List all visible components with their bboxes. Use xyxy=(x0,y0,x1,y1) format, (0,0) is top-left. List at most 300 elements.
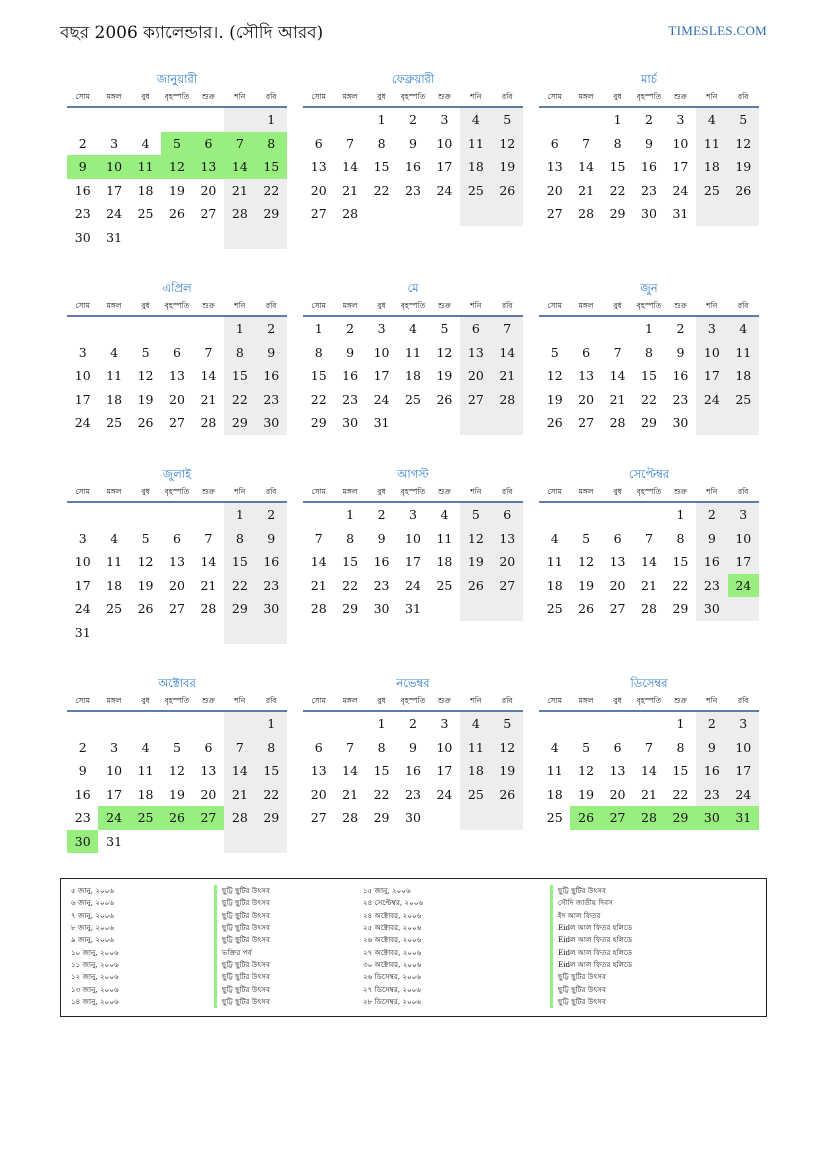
weekday-label: রবি xyxy=(266,487,277,496)
weekday-label: রবি xyxy=(738,487,749,496)
weekday-label: শনি xyxy=(234,487,246,496)
day-cell: 1 xyxy=(377,112,386,127)
day-cell: 2 xyxy=(377,507,386,522)
empty-day-cell xyxy=(334,108,365,132)
day-cell: 4 xyxy=(728,317,759,341)
day-cell: 11 xyxy=(460,736,491,760)
empty-day-cell xyxy=(98,317,129,341)
weekday-header xyxy=(303,692,523,712)
day-cell: 3 xyxy=(377,321,386,336)
month-name: অক্টোবর xyxy=(158,676,196,690)
day-cell: 9 xyxy=(346,344,355,360)
holiday-day-cell: 13 xyxy=(193,155,224,179)
empty-day-cell xyxy=(429,411,460,435)
empty-day-cell xyxy=(303,108,334,132)
holiday-day-cell: 8 xyxy=(256,132,287,156)
day-cell: 3 xyxy=(440,112,449,127)
day-cell: 29 xyxy=(256,202,287,226)
empty-day-cell xyxy=(98,712,129,736)
day-cell: 20 xyxy=(200,182,217,198)
weekday-label: বৃহস্পতি xyxy=(164,696,190,705)
weekday-label: শনি xyxy=(706,696,718,705)
empty-day-cell xyxy=(193,317,224,341)
month-name: ফেব্রুয়ারী xyxy=(391,72,435,86)
empty-day-cell xyxy=(224,712,255,736)
day-cell: 4 xyxy=(460,108,491,132)
day-cell: 13 xyxy=(492,527,523,551)
empty-day-cell xyxy=(728,597,759,621)
empty-day-cell xyxy=(570,503,601,527)
weekday-label: শুক্র xyxy=(674,92,687,101)
day-grid xyxy=(303,503,523,621)
legend-holiday-name: সৌদি জাতীয় দিবস xyxy=(550,897,632,909)
day-cell: 28 xyxy=(578,206,595,221)
day-cell: 12 xyxy=(578,554,595,569)
day-grid xyxy=(67,108,287,249)
empty-day-cell xyxy=(98,108,129,132)
holiday-day-cell: 7 xyxy=(224,132,255,156)
weekday-label: সোম xyxy=(75,487,90,496)
day-cell: 5 xyxy=(141,530,150,546)
day-cell: 11 xyxy=(405,344,421,360)
empty-day-cell xyxy=(460,806,491,830)
legend-date: ২৬ ডিসেম্বর, ২০০৬ xyxy=(363,972,422,982)
day-cell: 21 xyxy=(342,182,359,198)
legend-holiday-name: ছুট্টি ছুটির উৎসব xyxy=(550,971,632,983)
day-cell: 27 xyxy=(460,388,491,412)
day-cell: 21 xyxy=(342,786,359,802)
empty-day-cell xyxy=(539,712,570,736)
day-cell: 12 xyxy=(578,763,595,778)
day-cell: 8 xyxy=(377,739,386,755)
weekday-label: সোম xyxy=(547,92,562,101)
empty-day-cell xyxy=(696,202,727,226)
day-cell: 29 xyxy=(609,206,626,221)
day-cell: 3 xyxy=(440,716,449,731)
day-cell: 11 xyxy=(106,368,123,383)
day-cell: 24 xyxy=(74,415,91,430)
day-cell: 6 xyxy=(492,503,523,527)
empty-day-cell xyxy=(303,503,334,527)
month-block xyxy=(539,279,759,435)
holiday-day-cell: 15 xyxy=(256,155,287,179)
day-cell: 17 xyxy=(436,159,453,174)
day-cell: 17 xyxy=(672,159,689,174)
day-cell: 17 xyxy=(74,577,91,593)
day-cell: 8 xyxy=(676,530,685,546)
day-cell: 29 xyxy=(310,415,327,430)
day-cell: 16 xyxy=(342,368,359,383)
day-cell: 3 xyxy=(728,712,759,736)
day-cell: 21 xyxy=(224,179,255,203)
day-cell: 9 xyxy=(676,344,685,360)
day-cell: 10 xyxy=(728,736,759,760)
weekday-label: বুধ xyxy=(377,696,386,705)
empty-day-cell xyxy=(492,202,523,226)
day-cell: 24 xyxy=(373,391,390,407)
empty-day-cell xyxy=(130,108,161,132)
day-cell: 8 xyxy=(224,341,255,365)
day-cell: 20 xyxy=(169,391,185,407)
empty-day-cell xyxy=(397,411,428,435)
day-cell: 3 xyxy=(409,507,417,522)
day-cell: 6 xyxy=(173,344,181,360)
day-cell: 22 xyxy=(310,391,327,407)
day-cell: 26 xyxy=(460,574,491,598)
holiday-day-cell: 31 xyxy=(728,806,759,830)
weekday-label: রবি xyxy=(502,92,513,101)
day-cell: 3 xyxy=(78,530,87,546)
day-cell: 2 xyxy=(409,112,417,127)
day-cell: 24 xyxy=(436,786,453,802)
weekday-label: শনি xyxy=(470,301,482,310)
day-cell: 11 xyxy=(546,554,563,569)
day-cell: 20 xyxy=(609,786,626,802)
day-cell: 9 xyxy=(377,530,386,546)
day-cell: 13 xyxy=(609,763,626,778)
day-grid xyxy=(303,317,523,435)
empty-day-cell xyxy=(728,411,759,435)
weekday-header xyxy=(303,297,523,317)
day-cell: 27 xyxy=(546,206,563,221)
day-cell: 20 xyxy=(609,577,626,593)
empty-day-cell xyxy=(193,712,224,736)
day-cell: 1 xyxy=(224,317,255,341)
day-cell: 25 xyxy=(728,388,759,412)
weekday-label: শুক্র xyxy=(674,696,687,705)
legend-holiday-name: ছুট্টি ছুটির উৎসব xyxy=(214,885,270,897)
day-cell: 19 xyxy=(578,577,595,593)
weekday-label: বৃহস্পতি xyxy=(164,301,190,310)
weekday-label: মঙ্গল xyxy=(106,301,122,310)
day-cell: 21 xyxy=(224,783,255,807)
day-cell: 30 xyxy=(256,411,287,435)
day-cell: 26 xyxy=(492,179,523,203)
day-cell: 2 xyxy=(696,712,727,736)
day-cell: 20 xyxy=(578,391,595,407)
weekday-label: মঙ্গল xyxy=(578,487,594,496)
weekday-label: সোম xyxy=(75,696,90,705)
day-cell: 10 xyxy=(106,763,123,778)
day-cell: 22 xyxy=(609,182,626,198)
month-name: জানুয়ারী xyxy=(156,72,198,86)
legend-date: ১৩ জানু, ২০০৬ xyxy=(71,984,119,994)
month-block xyxy=(303,70,523,226)
weekday-label: বুধ xyxy=(141,92,150,101)
day-cell: 22 xyxy=(373,786,390,802)
day-cell: 4 xyxy=(141,739,150,755)
day-cell: 5 xyxy=(141,344,150,360)
weekday-label: রবি xyxy=(738,92,749,101)
day-cell: 25 xyxy=(405,391,421,407)
weekday-label: সোম xyxy=(75,301,90,310)
holiday-day-cell: 6 xyxy=(193,132,224,156)
day-cell: 27 xyxy=(169,415,185,430)
empty-day-cell xyxy=(161,830,192,854)
legend-date: ২৬ অক্টোবর, ২০০৬ xyxy=(363,935,422,945)
day-cell: 31 xyxy=(405,601,421,616)
day-cell: 22 xyxy=(672,786,689,802)
day-cell: 1 xyxy=(314,321,323,336)
day-cell: 19 xyxy=(578,786,595,802)
day-cell: 27 xyxy=(310,206,327,221)
empty-day-cell xyxy=(539,108,570,132)
legend-date: ২৪ সেপ্টেম্বর, ২০০৬ xyxy=(363,898,424,908)
day-cell: 21 xyxy=(200,577,217,593)
day-cell: 20 xyxy=(200,786,217,802)
weekday-label: শনি xyxy=(470,487,482,496)
day-cell: 8 xyxy=(645,344,653,360)
day-cell: 14 xyxy=(492,341,523,365)
day-cell: 14 xyxy=(200,368,217,383)
day-cell: 16 xyxy=(696,550,727,574)
day-cell: 26 xyxy=(546,415,563,430)
empty-day-cell xyxy=(633,712,664,736)
empty-day-cell xyxy=(161,712,192,736)
month-block xyxy=(67,674,287,853)
day-cell: 14 xyxy=(310,554,327,569)
day-cell: 10 xyxy=(436,739,453,755)
empty-day-cell xyxy=(130,830,161,854)
day-cell: 11 xyxy=(728,341,759,365)
brand-link[interactable]: TIMESLES.COM xyxy=(668,23,767,38)
day-cell: 20 xyxy=(460,364,491,388)
day-cell: 25 xyxy=(106,601,123,616)
weekday-header xyxy=(539,88,759,108)
day-cell: 28 xyxy=(492,388,523,412)
empty-day-cell xyxy=(492,597,523,621)
day-grid xyxy=(303,108,523,226)
day-cell: 15 xyxy=(224,550,255,574)
day-cell: 27 xyxy=(169,601,185,616)
day-cell: 31 xyxy=(672,206,689,221)
day-cell: 23 xyxy=(696,783,727,807)
weekday-label: বৃহস্পতি xyxy=(400,301,426,310)
weekday-label: মঙ্গল xyxy=(106,487,122,496)
day-cell: 26 xyxy=(137,601,154,616)
month-block xyxy=(67,465,287,644)
day-cell: 19 xyxy=(169,182,185,198)
day-grid xyxy=(539,108,759,226)
day-cell: 23 xyxy=(342,391,359,407)
empty-day-cell xyxy=(602,317,633,341)
day-cell: 30 xyxy=(256,597,287,621)
weekday-label: শুক্র xyxy=(438,92,451,101)
day-cell: 28 xyxy=(200,415,217,430)
weekday-label: বুধ xyxy=(141,487,150,496)
day-grid xyxy=(67,712,287,853)
legend-date: ২৭ ডিসেম্বর, ২০০৬ xyxy=(363,984,422,994)
empty-day-cell xyxy=(429,806,460,830)
day-cell: 6 xyxy=(173,530,181,546)
empty-day-cell xyxy=(193,108,224,132)
day-cell: 11 xyxy=(696,132,727,156)
day-cell: 28 xyxy=(641,601,657,616)
day-cell: 30 xyxy=(342,415,359,430)
weekday-label: সোম xyxy=(311,696,326,705)
day-cell: 27 xyxy=(578,415,595,430)
empty-day-cell xyxy=(224,108,255,132)
day-cell: 26 xyxy=(578,601,595,616)
day-cell: 5 xyxy=(550,344,559,360)
empty-day-cell xyxy=(429,202,460,226)
empty-day-cell xyxy=(67,108,98,132)
legend-date: ২৪ অক্টোবর, ২০০৬ xyxy=(363,910,422,920)
day-cell: 30 xyxy=(74,229,91,245)
day-cell: 6 xyxy=(314,135,323,151)
holiday-day-cell: 28 xyxy=(633,806,664,830)
empty-day-cell xyxy=(67,503,98,527)
day-cell: 20 xyxy=(546,182,563,198)
day-cell: 26 xyxy=(137,415,154,430)
day-cell: 12 xyxy=(169,763,185,778)
day-cell: 18 xyxy=(137,182,154,198)
day-cell: 23 xyxy=(74,810,91,825)
day-cell: 1 xyxy=(346,507,355,522)
day-cell: 11 xyxy=(106,554,123,569)
day-cell: 2 xyxy=(346,321,355,336)
weekday-label: শনি xyxy=(234,92,246,101)
day-cell: 31 xyxy=(106,229,123,245)
day-cell: 19 xyxy=(169,786,185,802)
day-cell: 3 xyxy=(728,503,759,527)
day-cell: 20 xyxy=(310,182,327,198)
day-cell: 2 xyxy=(676,321,685,336)
empty-day-cell xyxy=(67,317,98,341)
holiday-day-cell: 14 xyxy=(224,155,255,179)
empty-day-cell xyxy=(429,597,460,621)
weekday-label: বুধ xyxy=(377,92,386,101)
day-cell: 15 xyxy=(609,159,626,174)
empty-day-cell xyxy=(193,226,224,250)
weekday-header xyxy=(67,692,287,712)
empty-day-cell xyxy=(728,202,759,226)
weekday-label: বৃহস্পতি xyxy=(164,92,190,101)
day-cell: 14 xyxy=(342,159,359,174)
empty-day-cell xyxy=(492,411,523,435)
day-cell: 9 xyxy=(78,763,87,778)
empty-day-cell xyxy=(397,202,428,226)
legend-date: ৫ জানু, ২০০৬ xyxy=(71,886,115,895)
day-cell: 25 xyxy=(696,179,727,203)
month-block xyxy=(303,674,523,830)
day-cell: 7 xyxy=(613,344,622,360)
day-cell: 28 xyxy=(310,601,327,616)
day-cell: 11 xyxy=(137,763,154,778)
day-cell: 18 xyxy=(405,368,421,383)
day-cell: 7 xyxy=(224,736,255,760)
weekday-header xyxy=(303,88,523,108)
empty-day-cell xyxy=(130,503,161,527)
holiday-day-cell: 27 xyxy=(193,806,224,830)
day-cell: 25 xyxy=(460,179,491,203)
empty-day-cell xyxy=(161,108,192,132)
weekday-label: শুক্র xyxy=(438,487,451,496)
day-cell: 23 xyxy=(641,182,657,198)
day-cell: 14 xyxy=(609,368,626,383)
day-cell: 24 xyxy=(696,388,727,412)
empty-day-cell xyxy=(256,226,287,250)
weekday-header xyxy=(539,692,759,712)
day-cell: 7 xyxy=(314,530,323,546)
weekday-label: শুক্র xyxy=(674,487,687,496)
day-cell: 5 xyxy=(173,739,181,755)
day-cell: 1 xyxy=(645,321,653,336)
day-cell: 15 xyxy=(641,368,657,383)
legend-holiday-name: Eidল আল ফিতর হলিডে xyxy=(550,934,632,946)
day-cell: 18 xyxy=(106,577,123,593)
day-cell: 2 xyxy=(645,112,653,127)
day-cell: 18 xyxy=(137,786,154,802)
legend-right-dates xyxy=(363,885,423,1008)
holiday-day-cell: 10 xyxy=(98,155,129,179)
day-cell: 5 xyxy=(728,108,759,132)
day-cell: 28 xyxy=(342,810,359,825)
empty-day-cell xyxy=(193,621,224,645)
weekday-label: বুধ xyxy=(377,487,386,496)
empty-day-cell xyxy=(224,621,255,645)
empty-day-cell xyxy=(460,597,491,621)
legend-holiday-name: ভক্তির পর্ব xyxy=(214,947,270,959)
day-cell: 18 xyxy=(460,759,491,783)
day-cell: 5 xyxy=(582,530,591,546)
day-cell: 17 xyxy=(74,391,91,407)
empty-day-cell xyxy=(602,503,633,527)
holiday-day-cell: 30 xyxy=(696,806,727,830)
day-cell: 16 xyxy=(373,554,390,569)
empty-day-cell xyxy=(539,317,570,341)
month-name: ডিসেম্বর xyxy=(630,676,668,690)
day-cell: 19 xyxy=(728,155,759,179)
day-cell: 17 xyxy=(436,763,453,778)
day-cell: 29 xyxy=(256,806,287,830)
day-cell: 22 xyxy=(256,179,287,203)
day-cell: 6 xyxy=(460,317,491,341)
day-cell: 17 xyxy=(405,554,421,569)
weekday-label: বৃহস্পতি xyxy=(400,696,426,705)
day-cell: 22 xyxy=(672,577,689,593)
weekday-label: মঙ্গল xyxy=(106,696,122,705)
day-cell: 25 xyxy=(546,810,563,825)
day-cell: 22 xyxy=(342,577,359,593)
weekday-header xyxy=(67,88,287,108)
weekday-label: সোম xyxy=(547,301,562,310)
day-cell: 25 xyxy=(460,783,491,807)
day-grid xyxy=(539,503,759,621)
day-cell: 17 xyxy=(106,182,123,198)
empty-day-cell xyxy=(161,621,192,645)
day-cell: 24 xyxy=(436,182,453,198)
day-cell: 15 xyxy=(373,159,390,174)
day-cell: 31 xyxy=(74,624,91,640)
day-cell: 22 xyxy=(224,388,255,412)
day-cell: 21 xyxy=(641,577,657,593)
holiday-day-cell: 24 xyxy=(728,574,759,598)
weekday-label: মঙ্গল xyxy=(342,301,358,310)
month-block xyxy=(303,279,523,435)
empty-day-cell xyxy=(193,830,224,854)
day-cell: 9 xyxy=(645,135,653,151)
empty-day-cell xyxy=(67,712,98,736)
empty-day-cell xyxy=(256,621,287,645)
day-cell: 20 xyxy=(169,577,185,593)
day-cell: 2 xyxy=(78,739,87,755)
weekday-label: সোম xyxy=(311,92,326,101)
day-cell: 19 xyxy=(492,759,523,783)
holiday-day-cell: 29 xyxy=(665,806,696,830)
weekday-label: শনি xyxy=(706,301,718,310)
legend-holiday-name: ছুট্টি ছুটির উৎসব xyxy=(550,984,632,996)
